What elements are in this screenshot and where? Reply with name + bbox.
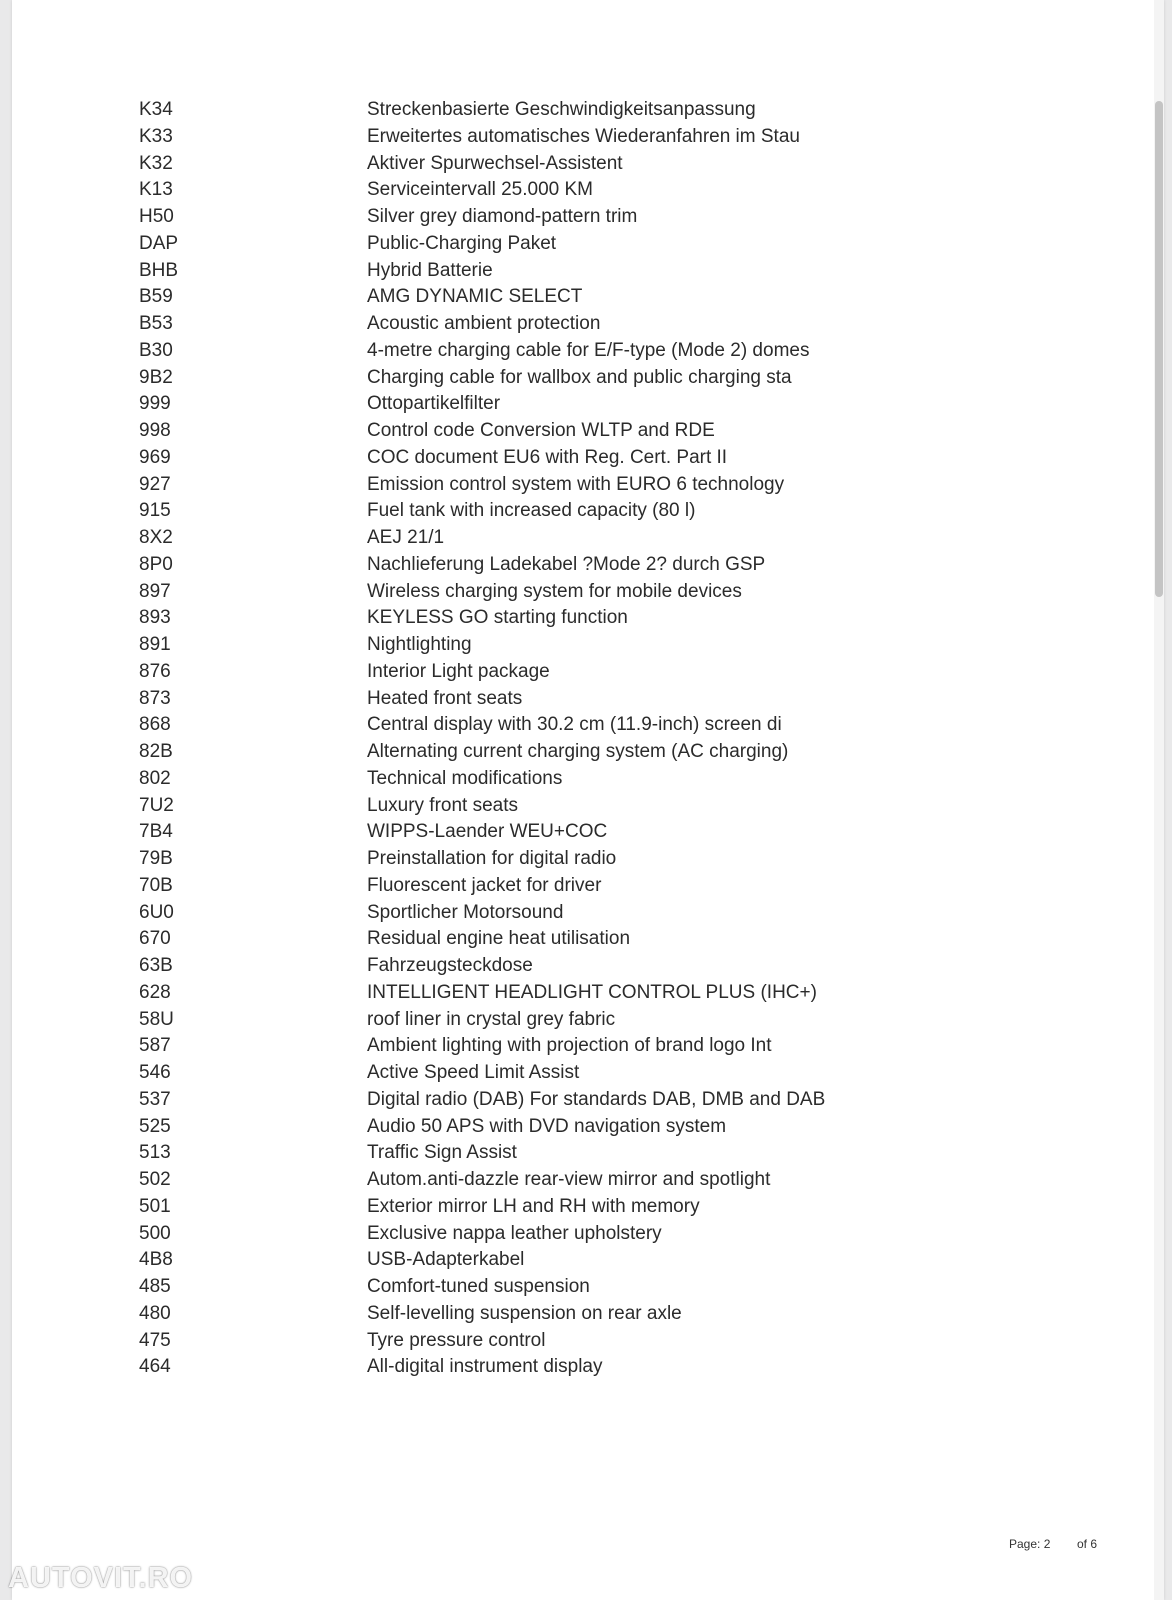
option-row <box>139 1247 899 1274</box>
option-row <box>139 365 899 392</box>
option-row <box>139 712 899 739</box>
option-row <box>139 739 899 766</box>
option-row <box>139 793 899 820</box>
option-code: DAP <box>139 232 179 254</box>
option-description: Acoustic ambient protection <box>367 313 601 334</box>
option-code: 500 <box>139 1222 171 1244</box>
option-row <box>139 1140 899 1167</box>
option-code: 82B <box>139 741 173 762</box>
option-row <box>139 177 899 204</box>
option-row <box>139 1087 899 1114</box>
option-description: Sportlicher Motorsound <box>367 901 564 923</box>
option-row <box>139 1301 899 1328</box>
option-description: Traffic Sign Assist <box>367 1142 517 1164</box>
option-code: 969 <box>139 446 171 468</box>
option-row <box>139 1274 899 1301</box>
option-code-list <box>139 97 899 1381</box>
page-number-label: Page: 2 <box>1009 1537 1051 1551</box>
option-description: Digital radio (DAB) For standards DAB, DMB and DAB <box>367 1088 826 1110</box>
option-description: Interior Light package <box>367 660 550 682</box>
option-description: Fluorescent jacket for driver <box>367 874 602 896</box>
option-code: K33 <box>139 125 173 147</box>
option-code: 927 <box>139 473 171 495</box>
option-code: 79B <box>139 848 173 869</box>
option-row <box>139 686 899 713</box>
option-code: K32 <box>139 152 173 174</box>
option-code: 7U2 <box>139 794 174 816</box>
option-description: Hybrid Batterie <box>367 259 493 281</box>
option-description: Fahrzeugsteckdose <box>367 955 533 976</box>
option-description: Silver grey diamond-pattern trim <box>367 206 638 227</box>
option-description: Active Speed Limit Assist <box>367 1062 580 1083</box>
option-description: Fuel tank with increased capacity (80 l) <box>367 500 696 522</box>
option-description: Charging cable for wallbox and public charging sta <box>367 366 792 388</box>
option-description: Aktiver Spurwechsel-Assistent <box>367 152 623 174</box>
document-page <box>12 0 1164 1600</box>
option-row <box>139 445 899 472</box>
option-row <box>139 472 899 499</box>
option-description: Preinstallation for digital radio <box>367 848 617 869</box>
option-row <box>139 632 899 659</box>
option-description: INTELLIGENT HEADLIGHT CONTROL PLUS (IHC+) <box>367 981 817 1003</box>
option-description: Comfort-tuned suspension <box>367 1276 590 1297</box>
option-code: 868 <box>139 714 171 736</box>
option-row <box>139 873 899 900</box>
option-description: Self-levelling suspension on rear axle <box>367 1302 682 1324</box>
option-description: Technical modifications <box>367 767 563 789</box>
option-description: Alternating current charging system (AC charging) <box>367 741 789 762</box>
option-code: 4B8 <box>139 1249 173 1271</box>
option-row <box>139 97 899 124</box>
option-row <box>139 900 899 927</box>
option-code: 63B <box>139 955 173 976</box>
option-code: 628 <box>139 981 171 1003</box>
option-row <box>139 1328 899 1355</box>
option-row <box>139 418 899 445</box>
scrollbar-thumb[interactable] <box>1155 101 1163 597</box>
option-code: B59 <box>139 286 173 308</box>
option-code: B30 <box>139 339 173 361</box>
option-description: Serviceintervall 25.000 KM <box>367 179 593 201</box>
option-row <box>139 258 899 285</box>
option-description: USB-Adapterkabel <box>367 1249 525 1271</box>
option-code: 501 <box>139 1195 171 1217</box>
option-code: 480 <box>139 1302 171 1324</box>
option-description: Nachlieferung Ladekabel ?Mode 2? durch GSP <box>367 553 766 575</box>
option-code: 999 <box>139 393 171 415</box>
option-row <box>139 766 899 793</box>
option-code: 70B <box>139 874 173 896</box>
option-row <box>139 1033 899 1060</box>
option-code: 537 <box>139 1088 171 1110</box>
option-row <box>139 1221 899 1248</box>
option-description: 4-metre charging cable for E/F-type (Mode 2) domes <box>367 339 810 361</box>
page-total-label: of 6 <box>1077 1537 1098 1551</box>
option-code: H50 <box>139 206 174 227</box>
option-description: Tyre pressure control <box>367 1329 546 1351</box>
option-code: B53 <box>139 313 173 334</box>
watermark-logo: AUTOVIT.RO <box>8 1562 194 1594</box>
option-code: 8P0 <box>139 553 173 575</box>
option-description: Wireless charging system for mobile devices <box>367 580 742 602</box>
option-code: BHB <box>139 259 179 281</box>
option-row <box>139 311 899 338</box>
option-row <box>139 1354 899 1381</box>
option-code: 485 <box>139 1276 171 1297</box>
option-row <box>139 819 899 846</box>
option-row <box>139 1060 899 1087</box>
option-description: Streckenbasierte Geschwindigkeitsanpassung <box>367 99 756 120</box>
option-code: 475 <box>139 1329 171 1351</box>
option-code: 502 <box>139 1169 171 1190</box>
option-description: AEJ 21/1 <box>367 527 445 548</box>
option-description: All-digital instrument display <box>367 1356 603 1378</box>
option-description: Control code Conversion WLTP and RDE <box>367 420 715 441</box>
option-row <box>139 498 899 525</box>
option-description: Central display with 30.2 cm (11.9-inch) screen di <box>367 714 782 736</box>
option-row <box>139 926 899 953</box>
option-code: K34 <box>139 99 173 120</box>
option-row <box>139 338 899 365</box>
option-code: 873 <box>139 687 171 709</box>
option-code: K13 <box>139 179 173 201</box>
option-row <box>139 1114 899 1141</box>
option-row <box>139 552 899 579</box>
option-code: 8X2 <box>139 527 173 548</box>
option-row <box>139 980 899 1007</box>
option-code: 587 <box>139 1035 171 1057</box>
option-code: 6U0 <box>139 901 174 923</box>
option-description: Emission control system with EURO 6 technology <box>367 473 785 495</box>
option-description: Luxury front seats <box>367 794 519 816</box>
option-code: 670 <box>139 928 171 950</box>
option-code: 58U <box>139 1008 174 1030</box>
option-description: Residual engine heat utilisation <box>367 928 631 950</box>
option-row <box>139 124 899 151</box>
option-description: WIPPS-Laender WEU+COC <box>367 821 608 843</box>
option-row <box>139 284 899 311</box>
option-row <box>139 204 899 231</box>
option-description: Exclusive nappa leather upholstery <box>367 1222 662 1244</box>
option-row <box>139 391 899 418</box>
option-code: 876 <box>139 660 171 682</box>
option-row <box>139 525 899 552</box>
option-row <box>139 1194 899 1221</box>
option-description: AMG DYNAMIC SELECT <box>367 286 583 308</box>
option-code: 802 <box>139 767 171 789</box>
option-row <box>139 659 899 686</box>
option-row <box>139 846 899 873</box>
option-code: 998 <box>139 420 171 441</box>
option-description: Public-Charging Paket <box>367 232 557 254</box>
option-code: 525 <box>139 1115 171 1137</box>
option-description: Nightlighting <box>367 634 472 655</box>
option-row <box>139 1007 899 1034</box>
option-code: 897 <box>139 580 171 602</box>
option-description: Exterior mirror LH and RH with memory <box>367 1195 700 1217</box>
option-row <box>139 579 899 606</box>
option-code: 891 <box>139 634 171 655</box>
option-description: Ottopartikelfilter <box>367 393 501 415</box>
option-description: Audio 50 APS with DVD navigation system <box>367 1115 727 1137</box>
option-description: Autom.anti-dazzle rear-view mirror and spotlight <box>367 1169 771 1190</box>
option-row <box>139 231 899 258</box>
option-code: 513 <box>139 1142 171 1164</box>
option-row <box>139 1167 899 1194</box>
option-description: KEYLESS GO starting function <box>367 607 628 629</box>
option-description: Heated front seats <box>367 687 523 709</box>
option-code: 546 <box>139 1062 171 1083</box>
option-code: 9B2 <box>139 366 173 388</box>
option-code: 7B4 <box>139 821 173 843</box>
option-description: COC document EU6 with Reg. Cert. Part II <box>367 446 728 468</box>
option-code: 915 <box>139 500 171 522</box>
option-description: roof liner in crystal grey fabric <box>367 1008 616 1030</box>
option-description: Ambient lighting with projection of brand logo Int <box>367 1035 772 1057</box>
option-description: Erweitertes automatisches Wiederanfahren im Stau <box>367 125 800 147</box>
option-code: 893 <box>139 607 171 629</box>
option-row <box>139 953 899 980</box>
option-row <box>139 151 899 178</box>
option-code: 464 <box>139 1356 171 1378</box>
option-row <box>139 605 899 632</box>
